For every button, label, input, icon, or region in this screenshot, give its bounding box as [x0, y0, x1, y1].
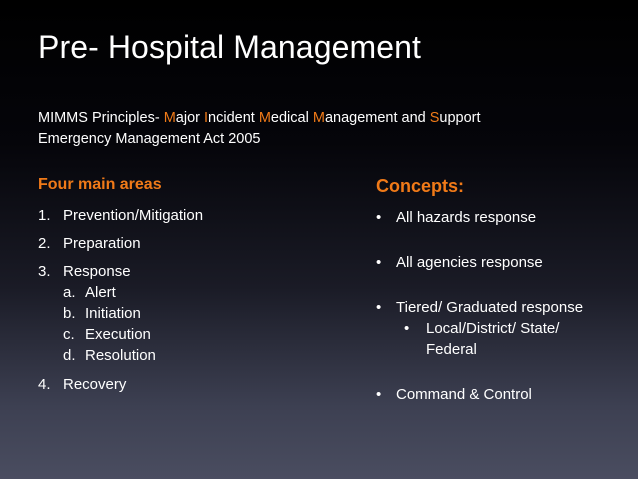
concept-label: Tiered/ Graduated response	[396, 299, 584, 316]
sub-list-letter: a.	[63, 284, 76, 301]
concept-item	[376, 384, 626, 405]
sub-list-label: Execution	[85, 326, 151, 343]
concepts-column	[376, 174, 626, 405]
subtitle-text: upport	[439, 110, 481, 126]
list-item-label: Response	[63, 263, 131, 280]
acronym-letter-s: S	[429, 110, 440, 126]
list-item-label: Recovery	[63, 376, 127, 393]
list-item-label: Prevention/Mitigation	[63, 207, 204, 224]
sub-list-letter: b.	[63, 305, 76, 322]
four-main-areas-column	[38, 174, 338, 402]
subtitle-line-1	[38, 108, 481, 129]
concept-sub-item	[376, 318, 626, 360]
concepts-heading: Concepts:	[376, 176, 465, 196]
list-item-label: Preparation	[63, 235, 141, 252]
subtitle-prefix: MIMMS Principles-	[38, 110, 164, 126]
list-number: 4.	[38, 376, 51, 393]
concept-item	[376, 207, 626, 228]
bullet-icon: •	[376, 386, 382, 403]
list-item	[38, 205, 338, 226]
bullet-icon: •	[376, 299, 382, 316]
main-areas-list	[38, 205, 338, 282]
subtitle	[38, 108, 481, 150]
bullet-icon: •	[376, 209, 382, 226]
main-areas-list-continued	[38, 374, 338, 395]
list-item	[38, 261, 338, 282]
sub-list-label: Alert	[85, 284, 116, 301]
concept-sub-label: Local/District/ State/ Federal	[426, 320, 560, 358]
sub-list-label: Initiation	[85, 305, 141, 322]
acronym-letter-i: I	[204, 110, 209, 126]
concept-item	[376, 252, 626, 273]
list-item	[38, 233, 338, 254]
sub-list-item	[63, 282, 338, 303]
concept-label: All agencies response	[396, 254, 543, 271]
response-sub-list	[38, 282, 338, 366]
four-main-areas-heading: Four main areas	[38, 176, 162, 193]
sub-list-letter: d.	[63, 347, 76, 364]
concept-label: Command & Control	[396, 386, 532, 403]
bullet-icon: •	[376, 254, 382, 271]
list-number: 2.	[38, 235, 51, 252]
acronym-letter-m: M	[163, 110, 176, 126]
subtitle-line-2: Emergency Management Act 2005	[38, 131, 261, 147]
slide-title: Pre- Hospital Management	[38, 29, 422, 65]
sub-list-item	[63, 303, 338, 324]
concept-item	[376, 297, 626, 318]
subtitle-text: anagement and	[324, 110, 430, 126]
acronym-letter-m: M	[312, 110, 325, 126]
subtitle-text: ncident	[208, 110, 259, 126]
sub-list-letter: c.	[63, 326, 75, 343]
list-item	[38, 374, 338, 395]
subtitle-text: edical	[270, 110, 313, 126]
sub-list-item	[63, 324, 338, 345]
list-number: 3.	[38, 263, 51, 280]
sub-list-item	[63, 345, 338, 366]
sub-list-label: Resolution	[85, 347, 156, 364]
bullet-icon: •	[404, 320, 410, 337]
acronym-letter-m: M	[258, 110, 271, 126]
concept-label: All hazards response	[396, 209, 537, 226]
list-number: 1.	[38, 207, 51, 224]
subtitle-text: ajor	[175, 110, 204, 126]
